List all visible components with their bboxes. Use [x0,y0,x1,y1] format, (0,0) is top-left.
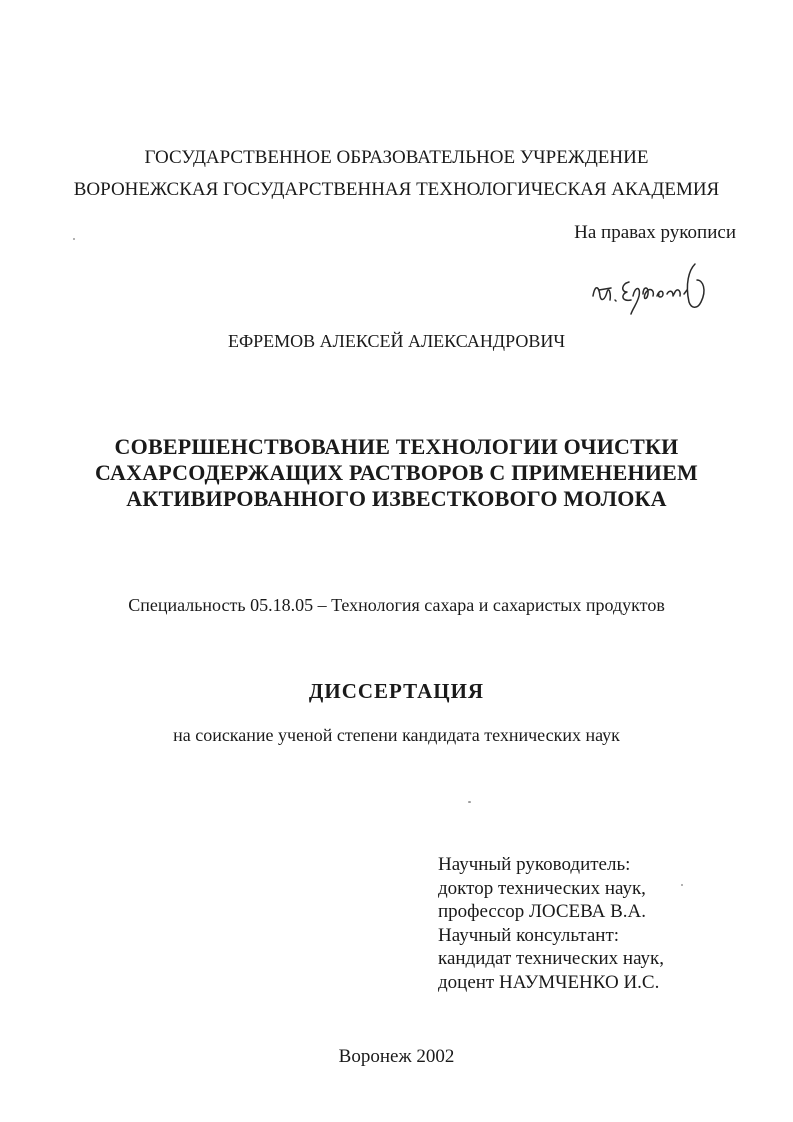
document-type: ДИССЕРТАЦИЯ [308,679,485,703]
specialty: Специальность 05.18.05 – Технология сахара и сахаристых продуктов [128,595,665,615]
author-name: ЕФРЕМОВ АЛЕКСЕЙ АЛЕКСАНДРОВИЧ [227,331,566,351]
scan-speck [73,238,75,240]
manuscript-note: На правах рукописи [574,222,736,243]
supervisor-line: профессор ЛОСЕВА В.А. [438,901,646,922]
title-line: СОВЕРШЕНСТВОВАНИЕ ТЕХНОЛОГИИ ОЧИСТКИ [114,434,679,459]
supervisor-line: доктор технических наук, [438,877,646,899]
place-year: Воронеж 2002 [338,1046,455,1067]
supervisors-block [438,853,664,994]
scan-speck [468,801,471,803]
dissertation-title [0,434,793,512]
supervisor-line: Научный руководитель: [438,854,631,875]
supervisor-line: доцент НАУМЧЕНКО И.С. [438,971,660,993]
author-signature [585,256,725,316]
title-line: САХАРСОДЕРЖАЩИХ РАСТВОРОВ С ПРИМЕНЕНИЕМ [95,460,698,485]
title-line: АКТИВИРОВАННОГО ИЗВЕСТКОВОГО МОЛОКА [126,486,667,511]
supervisor-line: кандидат технических наук, [438,948,665,969]
institution-name: ВОРОНЕЖСКАЯ ГОСУДАРСТВЕННАЯ ТЕХНОЛОГИЧЕСКАЯ АКАДЕМИЯ [73,179,720,200]
supervisor-line: Научный консультант: [438,924,620,946]
institution-type: ГОСУДАРСТВЕННОЕ ОБРАЗОВАТЕЛЬНОЕ УЧРЕЖДЕНИЕ [144,147,649,168]
degree-line: на соискание ученой степени кандидата технических наук [173,725,620,745]
scan-speck [681,884,683,886]
